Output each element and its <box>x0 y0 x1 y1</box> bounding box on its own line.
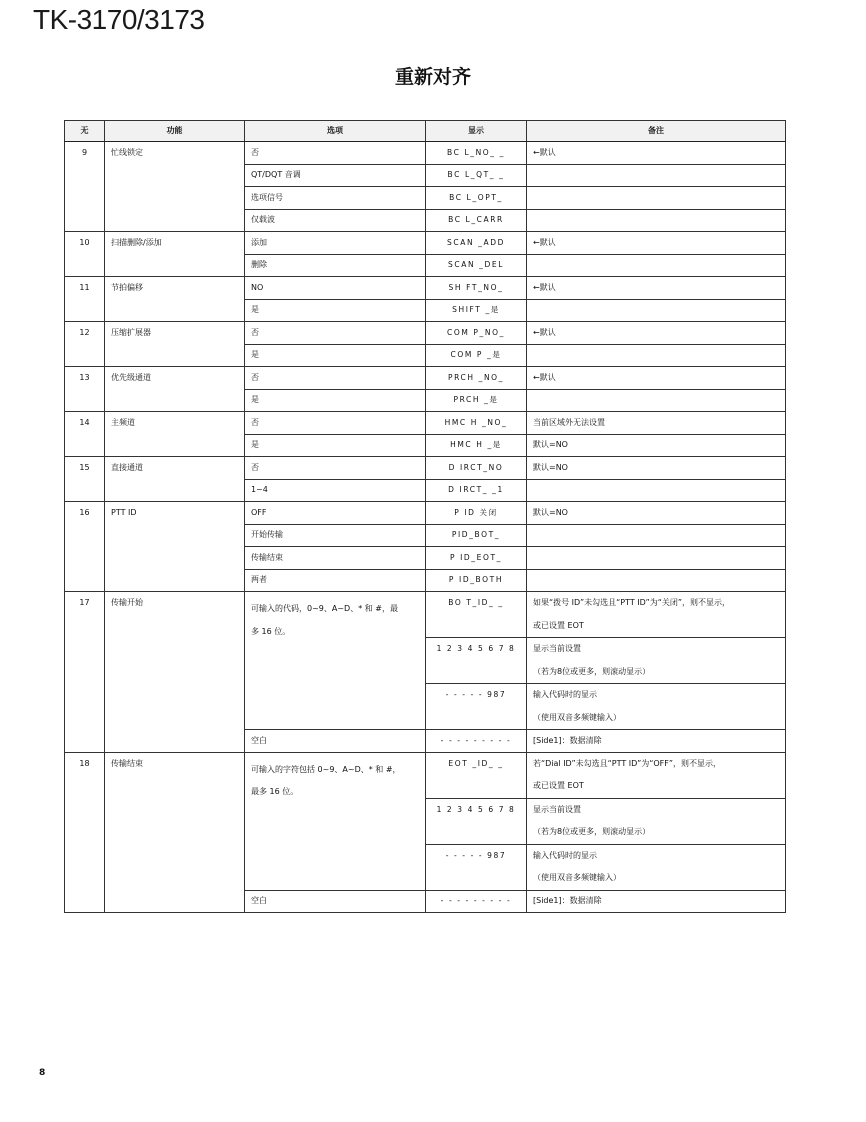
display-cell: 1 2 3 4 5 6 7 8 <box>426 798 527 844</box>
option-cell: 仅载波 <box>245 209 426 232</box>
column-header-function: 功能 <box>105 121 245 142</box>
note-cell <box>527 547 786 570</box>
display-cell: P ID_BOTH <box>426 569 527 592</box>
note-cell <box>527 389 786 412</box>
display-cell: D IRCT_NO <box>426 457 527 480</box>
note-line: （使用双音多频键输入） <box>533 712 621 722</box>
option-cell: 是 <box>245 434 426 457</box>
note-line: （若为8位或更多，则滚动显示） <box>533 827 651 836</box>
note-cell: ←默认 <box>527 142 786 165</box>
note-cell <box>527 684 786 730</box>
option-line: 可输入的字符包括 0~9、A~D、* 和 #， <box>251 764 401 774</box>
note-cell <box>527 844 786 890</box>
note-cell <box>527 798 786 844</box>
option-cell: 空白 <box>245 890 426 913</box>
display-cell: BO T_ID_ _ <box>426 592 527 638</box>
table-body <box>65 142 786 913</box>
column-header-display: 显示 <box>426 121 527 142</box>
note-cell <box>527 752 786 798</box>
display-cell: COM P_NO_ <box>426 322 527 345</box>
display-cell: BC L_OPT_ <box>426 187 527 210</box>
column-header-no: 无 <box>65 121 105 142</box>
note-line: 显示当前设置 <box>533 644 581 653</box>
table-row <box>65 502 786 525</box>
display-cell: D IRCT_ _1 <box>426 479 527 502</box>
table-row <box>65 592 786 638</box>
note-cell: 默认=NO <box>527 457 786 480</box>
table-row <box>65 457 786 480</box>
function-name: 压缩扩展器 <box>105 322 245 367</box>
table-row <box>65 752 786 798</box>
item-number: 18 <box>65 752 105 913</box>
note-cell: 当前区域外无法设置 <box>527 412 786 435</box>
display-cell: SCAN _ADD <box>426 232 527 255</box>
option-cell: 否 <box>245 322 426 345</box>
option-cell: 开始传输 <box>245 524 426 547</box>
note-cell <box>527 569 786 592</box>
option-cell: 否 <box>245 367 426 390</box>
page-number: 8 <box>39 1068 46 1078</box>
display-cell: - - - - - - - - - <box>426 890 527 913</box>
option-line: 可输入的代码，0~9、A~D、* 和 #，最 <box>251 604 399 613</box>
option-line: 多 16 位。 <box>251 626 291 636</box>
option-cell: NO <box>245 277 426 300</box>
note-cell <box>527 592 786 638</box>
display-cell: BC L_QT_ _ <box>426 164 527 187</box>
display-cell: HMC H _是 <box>426 434 527 457</box>
note-cell <box>527 187 786 210</box>
note-line: 或已设置 EOT <box>533 781 584 790</box>
display-cell: 1 2 3 4 5 6 7 8 <box>426 638 527 684</box>
settings-table <box>64 120 786 913</box>
function-name: 忙线锁定 <box>105 142 245 232</box>
page-title: 重新对齐 <box>394 66 471 88</box>
table-row <box>65 232 786 255</box>
table-row <box>65 142 786 165</box>
item-number: 17 <box>65 592 105 753</box>
display-cell: SCAN _DEL <box>426 254 527 277</box>
note-line: 或已设置 EOT <box>533 620 584 630</box>
display-cell: SH FT_NO_ <box>426 277 527 300</box>
function-name: 扫描删除/添加 <box>105 232 245 277</box>
note-cell <box>527 209 786 232</box>
option-cell: 否 <box>245 412 426 435</box>
note-cell: 默认=NO <box>527 502 786 525</box>
option-cell: 选项信号 <box>245 187 426 210</box>
display-cell: - - - - - - - - - <box>426 730 527 753</box>
note-cell <box>527 479 786 502</box>
note-line: 若“Dial ID”未勾选且“PTT ID”为“OFF”，则不显示， <box>533 758 722 768</box>
option-cell <box>245 592 426 730</box>
note-cell: ←默认 <box>527 232 786 255</box>
table-row <box>65 322 786 345</box>
option-cell: 是 <box>245 344 426 367</box>
note-cell: [Side1]：数据清除 <box>527 890 786 913</box>
note-cell <box>527 344 786 367</box>
function-name: PTT ID <box>105 502 245 592</box>
option-cell: 1~4 <box>245 479 426 502</box>
table-row <box>65 367 786 390</box>
display-cell: PRCH _NO_ <box>426 367 527 390</box>
option-cell: QT/DQT 音调 <box>245 164 426 187</box>
note-line: （若为8位或更多，则滚动显示） <box>533 666 651 676</box>
note-cell <box>527 638 786 684</box>
note-line: 输入代码时的显示 <box>533 690 597 699</box>
display-cell: BC L_NO_ _ <box>426 142 527 165</box>
item-number: 9 <box>65 142 105 232</box>
display-cell: PID_BOT_ <box>426 524 527 547</box>
option-cell: 两者 <box>245 569 426 592</box>
function-name: 传输结束 <box>105 752 245 913</box>
item-number: 10 <box>65 232 105 277</box>
note-cell: ←默认 <box>527 322 786 345</box>
display-cell: PRCH _是 <box>426 389 527 412</box>
item-number: 13 <box>65 367 105 412</box>
table-row <box>65 412 786 435</box>
note-cell <box>527 524 786 547</box>
display-cell: EOT _ID_ _ <box>426 752 527 798</box>
note-cell: [Side1]：数据清除 <box>527 730 786 753</box>
item-number: 15 <box>65 457 105 502</box>
display-cell: P ID 关闭 <box>426 502 527 525</box>
function-name: 传输开始 <box>105 592 245 753</box>
document-model-title: TK-3170/3173 <box>33 4 205 35</box>
option-cell: OFF <box>245 502 426 525</box>
note-line: 显示当前设置 <box>533 804 581 814</box>
table-row <box>65 277 786 300</box>
note-cell: 默认=NO <box>527 434 786 457</box>
note-cell: ←默认 <box>527 367 786 390</box>
item-number: 16 <box>65 502 105 592</box>
function-name: 优先级通道 <box>105 367 245 412</box>
item-number: 11 <box>65 277 105 322</box>
note-line: 如果“拨号 ID”未勾选且“PTT ID”为“关闭”，则不显示， <box>533 598 731 607</box>
note-cell: ←默认 <box>527 277 786 300</box>
option-cell: 是 <box>245 389 426 412</box>
column-header-note: 备注 <box>527 121 786 142</box>
item-number: 14 <box>65 412 105 457</box>
option-cell: 删除 <box>245 254 426 277</box>
option-cell: 否 <box>245 457 426 480</box>
table-header-row <box>65 121 786 142</box>
option-cell <box>245 752 426 890</box>
note-line: 输入代码时的显示 <box>533 850 597 860</box>
note-cell <box>527 164 786 187</box>
note-cell <box>527 299 786 322</box>
option-cell: 空白 <box>245 730 426 753</box>
display-cell: - - - - - 987 <box>426 684 527 730</box>
display-cell: BC L_CARR <box>426 209 527 232</box>
item-number: 12 <box>65 322 105 367</box>
option-line: 最多 16 位。 <box>251 787 299 796</box>
display-cell: HMC H _NO_ <box>426 412 527 435</box>
option-cell: 是 <box>245 299 426 322</box>
function-name: 主频道 <box>105 412 245 457</box>
column-header-option: 选项 <box>245 121 426 142</box>
display-cell: P ID_EOT_ <box>426 547 527 570</box>
option-cell: 添加 <box>245 232 426 255</box>
option-cell: 传输结束 <box>245 547 426 570</box>
display-cell: - - - - - 987 <box>426 844 527 890</box>
display-cell: SHIFT _是 <box>426 299 527 322</box>
display-cell: COM P _是 <box>426 344 527 367</box>
function-name: 直接通道 <box>105 457 245 502</box>
note-line: （使用双音多频键输入） <box>533 873 621 882</box>
option-cell: 否 <box>245 142 426 165</box>
note-cell <box>527 254 786 277</box>
function-name: 节拍偏移 <box>105 277 245 322</box>
